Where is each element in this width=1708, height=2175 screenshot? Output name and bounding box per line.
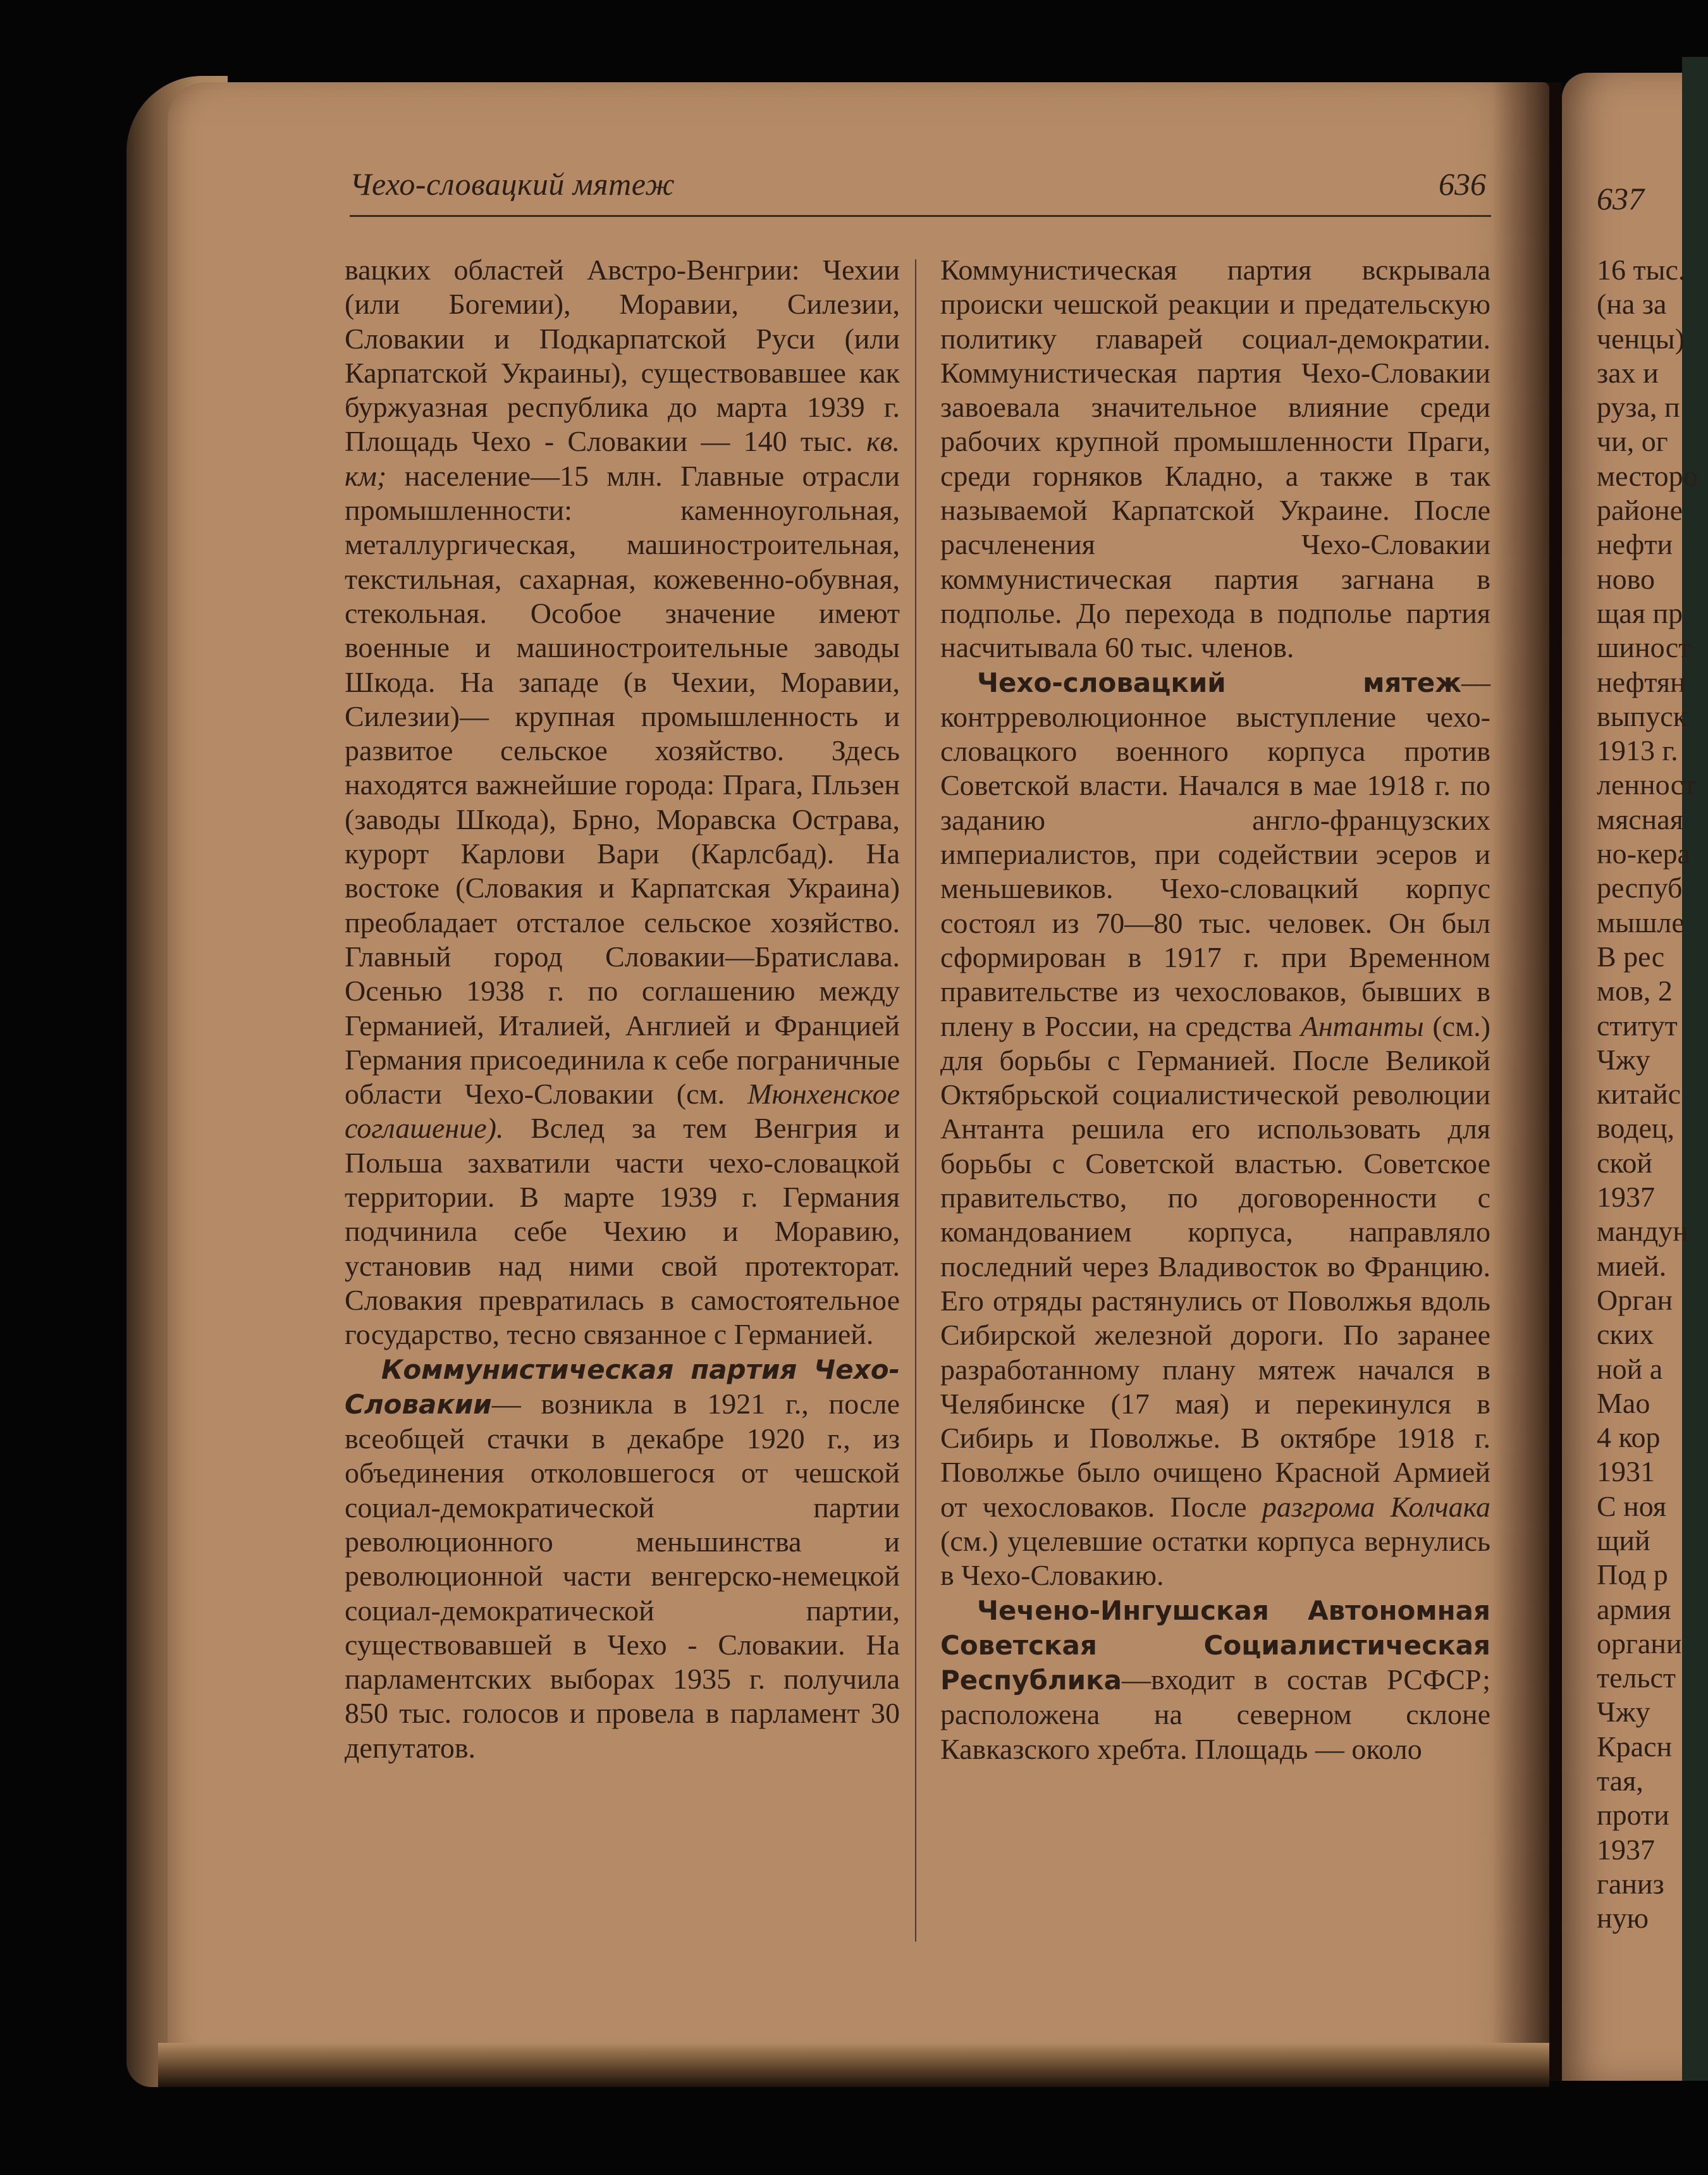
fragment-line: щий [1597,1524,1650,1556]
page-number-left: 636 [1439,166,1486,202]
right-column-fragment [1597,253,1708,1936]
fragment-line: выпуск [1597,699,1688,732]
paragraph-text: —контрреволюционное выступление чехо-словацкого военного корпуса против Советской власти. Начался в мае 1918 г. по заданию англо-французских империалистов, при содействии эсеров и меньшевиков. Чехо-словацкий корпус состоял из 70—80 тыс. человек. Он был сформирован в 1917 г. при Временном правительстве из чехословаков, бывших в плену в России, на средства [940,665,1490,1042]
fragment-line: Красн [1597,1730,1673,1763]
fragment-line: ново [1597,562,1656,595]
fragment-line: водец, [1597,1112,1675,1145]
unit-text: кв. км; [345,425,900,492]
fragment-line: зах и [1597,356,1659,389]
middle-column [940,253,1490,1766]
fragment-line: тая, [1597,1765,1643,1797]
fragment-line: проти [1597,1799,1669,1832]
paragraph [940,253,1490,665]
paragraph [345,1352,900,1766]
fragment-line: чи, ог [1597,425,1668,458]
page-number-right: 637 [1597,181,1644,216]
fragment-line: ленност [1597,768,1697,801]
fragment-line: ских [1597,1318,1654,1351]
entry-term: Чечено-Ингушская Автономная Советская Социалистическая Республика [940,1594,1490,1696]
fragment-line: респуб [1597,872,1683,904]
book-bottom-edge [158,2043,1549,2087]
fragment-line: 16 тыс. [1597,254,1686,286]
fragment-line: районе [1597,494,1683,527]
paragraph [940,665,1490,1593]
fragment-line: 1913 г. [1597,734,1678,767]
fragment-line: мясная [1597,803,1683,835]
fragment-line: ской [1597,1146,1653,1179]
fragment-line: нефтян [1597,665,1686,698]
fragment-line: Чжу [1597,1043,1650,1076]
fragment-line: С ноя [1597,1489,1667,1522]
fragment-line: ганиз [1597,1867,1664,1900]
paragraph [940,1593,1490,1766]
fragment-line: шиност [1597,631,1692,664]
fragment-line: нефти [1597,528,1673,561]
fragment-line: Под р [1597,1558,1668,1591]
fragment-line: мандун [1597,1215,1688,1248]
cross-reference: Мюнхенское соглашение). [345,1078,900,1145]
fragment-line: тельст [1597,1661,1676,1694]
entry-term: Чехо-словацкий мятеж [977,667,1461,698]
fragment-line: ную [1597,1902,1649,1935]
paragraph-text: —входит в состав РСФСР; расположена на северном склоне Кавказского хребта. Площадь — около [940,1663,1490,1765]
fragment-line: 1937 [1597,1181,1655,1214]
fragment-line: В рес [1597,940,1665,973]
fragment-line: армия [1597,1593,1671,1625]
fragment-line: (на за [1597,288,1667,321]
paragraph-text: — возникла в 1921 г., после всеобщей стачки в декабре 1920 г., из объединения отколовшегося от чешской социал-демократической партии революционного меньшинства и революционной части венгерско-немецкой социал-демократической партии, существовавшей в Чехо - Словакии. На парламентских выборах 1935 г. получила 850 тыс. голосов и провела в парламент 30 депутатов. [345,1387,900,1764]
paragraph-text: население—15 млн. Главные отрасли промышленности: каменноугольная, металлургическая, машиностроительная, текстильная, сахарная, кожевенно-обувная, стекольная. Особое значение имеют военные и машиностроительные заводы Шкода. На западе (в Чехии, Моравии, Силезии)— крупная промышленность и развитое сельское хозяйство. Здесь находятся важнейшие города: Прага, Пльзен (заводы Шкода), Брно, Моравска Острава, курорт Карлови Вари (Карлсбад). На востоке (Словакия и Карпатская Украина) преобладает отсталое сельское хозяйство. Главный город Словакии—Братислава. Осенью 1938 г. по соглашению между Германией, Италией, Англией и Францией Германия присоединила к себе пограничные области Чехо-Словакии (см. [345,459,900,1111]
running-title: Чехо-словацкий мятеж [350,166,675,202]
fragment-line: мышле [1597,906,1685,939]
fragment-line: органи [1597,1627,1682,1660]
fragment-line: но-кера [1597,837,1690,870]
page-gutter [1492,82,1562,2081]
fragment-line: китайс [1597,1078,1681,1111]
fragment-line: месторо [1597,459,1698,492]
paragraph-text: (см.) уцелевшие остатки корпуса вернулись в Чехо-Словакию. [940,1524,1490,1592]
fragment-line: щая пр [1597,596,1683,629]
cross-reference: Антанты [1300,1009,1424,1042]
fragment-line: ченцы) [1597,322,1685,355]
paragraph-text: вацких областей Австро-Венгрии: Чехии (или Богемии), Моравии, Силезии, Словакии и Подкарпатской Руси (или Карпатской Украины), существовавшее как буржуазная республика до марта 1939 г. Площадь Чехо - Словакии — 140 тыс. [345,254,900,458]
paragraph [345,253,900,1352]
fragment-line: мией. [1597,1249,1667,1282]
fragment-line: 1931 [1597,1455,1655,1488]
entry-term: Коммунистическая партия Чехо-Словакии [345,1353,900,1420]
header-rule [350,215,1491,217]
fragment-line: Чжу [1597,1696,1650,1728]
fragment-line: ной а [1597,1352,1663,1385]
paragraph-text: Вслед за тем Венгрия и Польша захватили части чехо-словацкой территории. В марте 1939 г. Германия подчинила себе Чехию и Моравию, установив над ними свой протекторат. Словакия превратилась в самостоятельное государство, тесно связанное с Германией. [345,1112,900,1351]
fragment-line: ститут [1597,1009,1678,1042]
cross-reference: разгрома Колчака [1262,1490,1491,1523]
fragment-line: Орган [1597,1283,1673,1316]
paragraph-text: (см.) для борьбы с Германией. После Великой Октябрьской социалистической революции Антанта решила его использовать для борьбы с Советской властью. Советское правительство, по договоренности с командованием корпуса, направляло последний через Владивосток во Францию. Его отряды растянулись от Поволжья вдоль Сибирской железной дороги. По заранее разработанному плану мятеж начался в Челябинске (17 мая) и перекинулся в Сибирь и Поволжье. В октябре 1918 г. Поволжье было очищено Красной Армией от чехословаков. После [940,1009,1490,1523]
fragment-line: мов, 2 [1597,975,1673,1007]
fragment-line: Мао [1597,1386,1650,1419]
paragraph-text: Коммунистическая партия вскрывала происки чешской реакции и предательскую политику главарей социал-демократии. Коммунистическая партия Чехо-Словакии завоевала значительное влияние среди рабочих крупной промышленности Праги, среди горняков Кладно, а также в так называемой Карпатской Украине. После расчленения Чехо-Словакии коммунистическая партия загнана в подполье. До перехода в подполье партия насчитывала 60 тыс. членов. [940,254,1490,664]
left-column [345,253,900,1765]
fragment-line: руза, п [1597,391,1680,424]
fragment-line: 1937 [1597,1833,1655,1866]
fragment-line: 4 кор [1597,1421,1661,1454]
column-divider [915,259,916,1942]
